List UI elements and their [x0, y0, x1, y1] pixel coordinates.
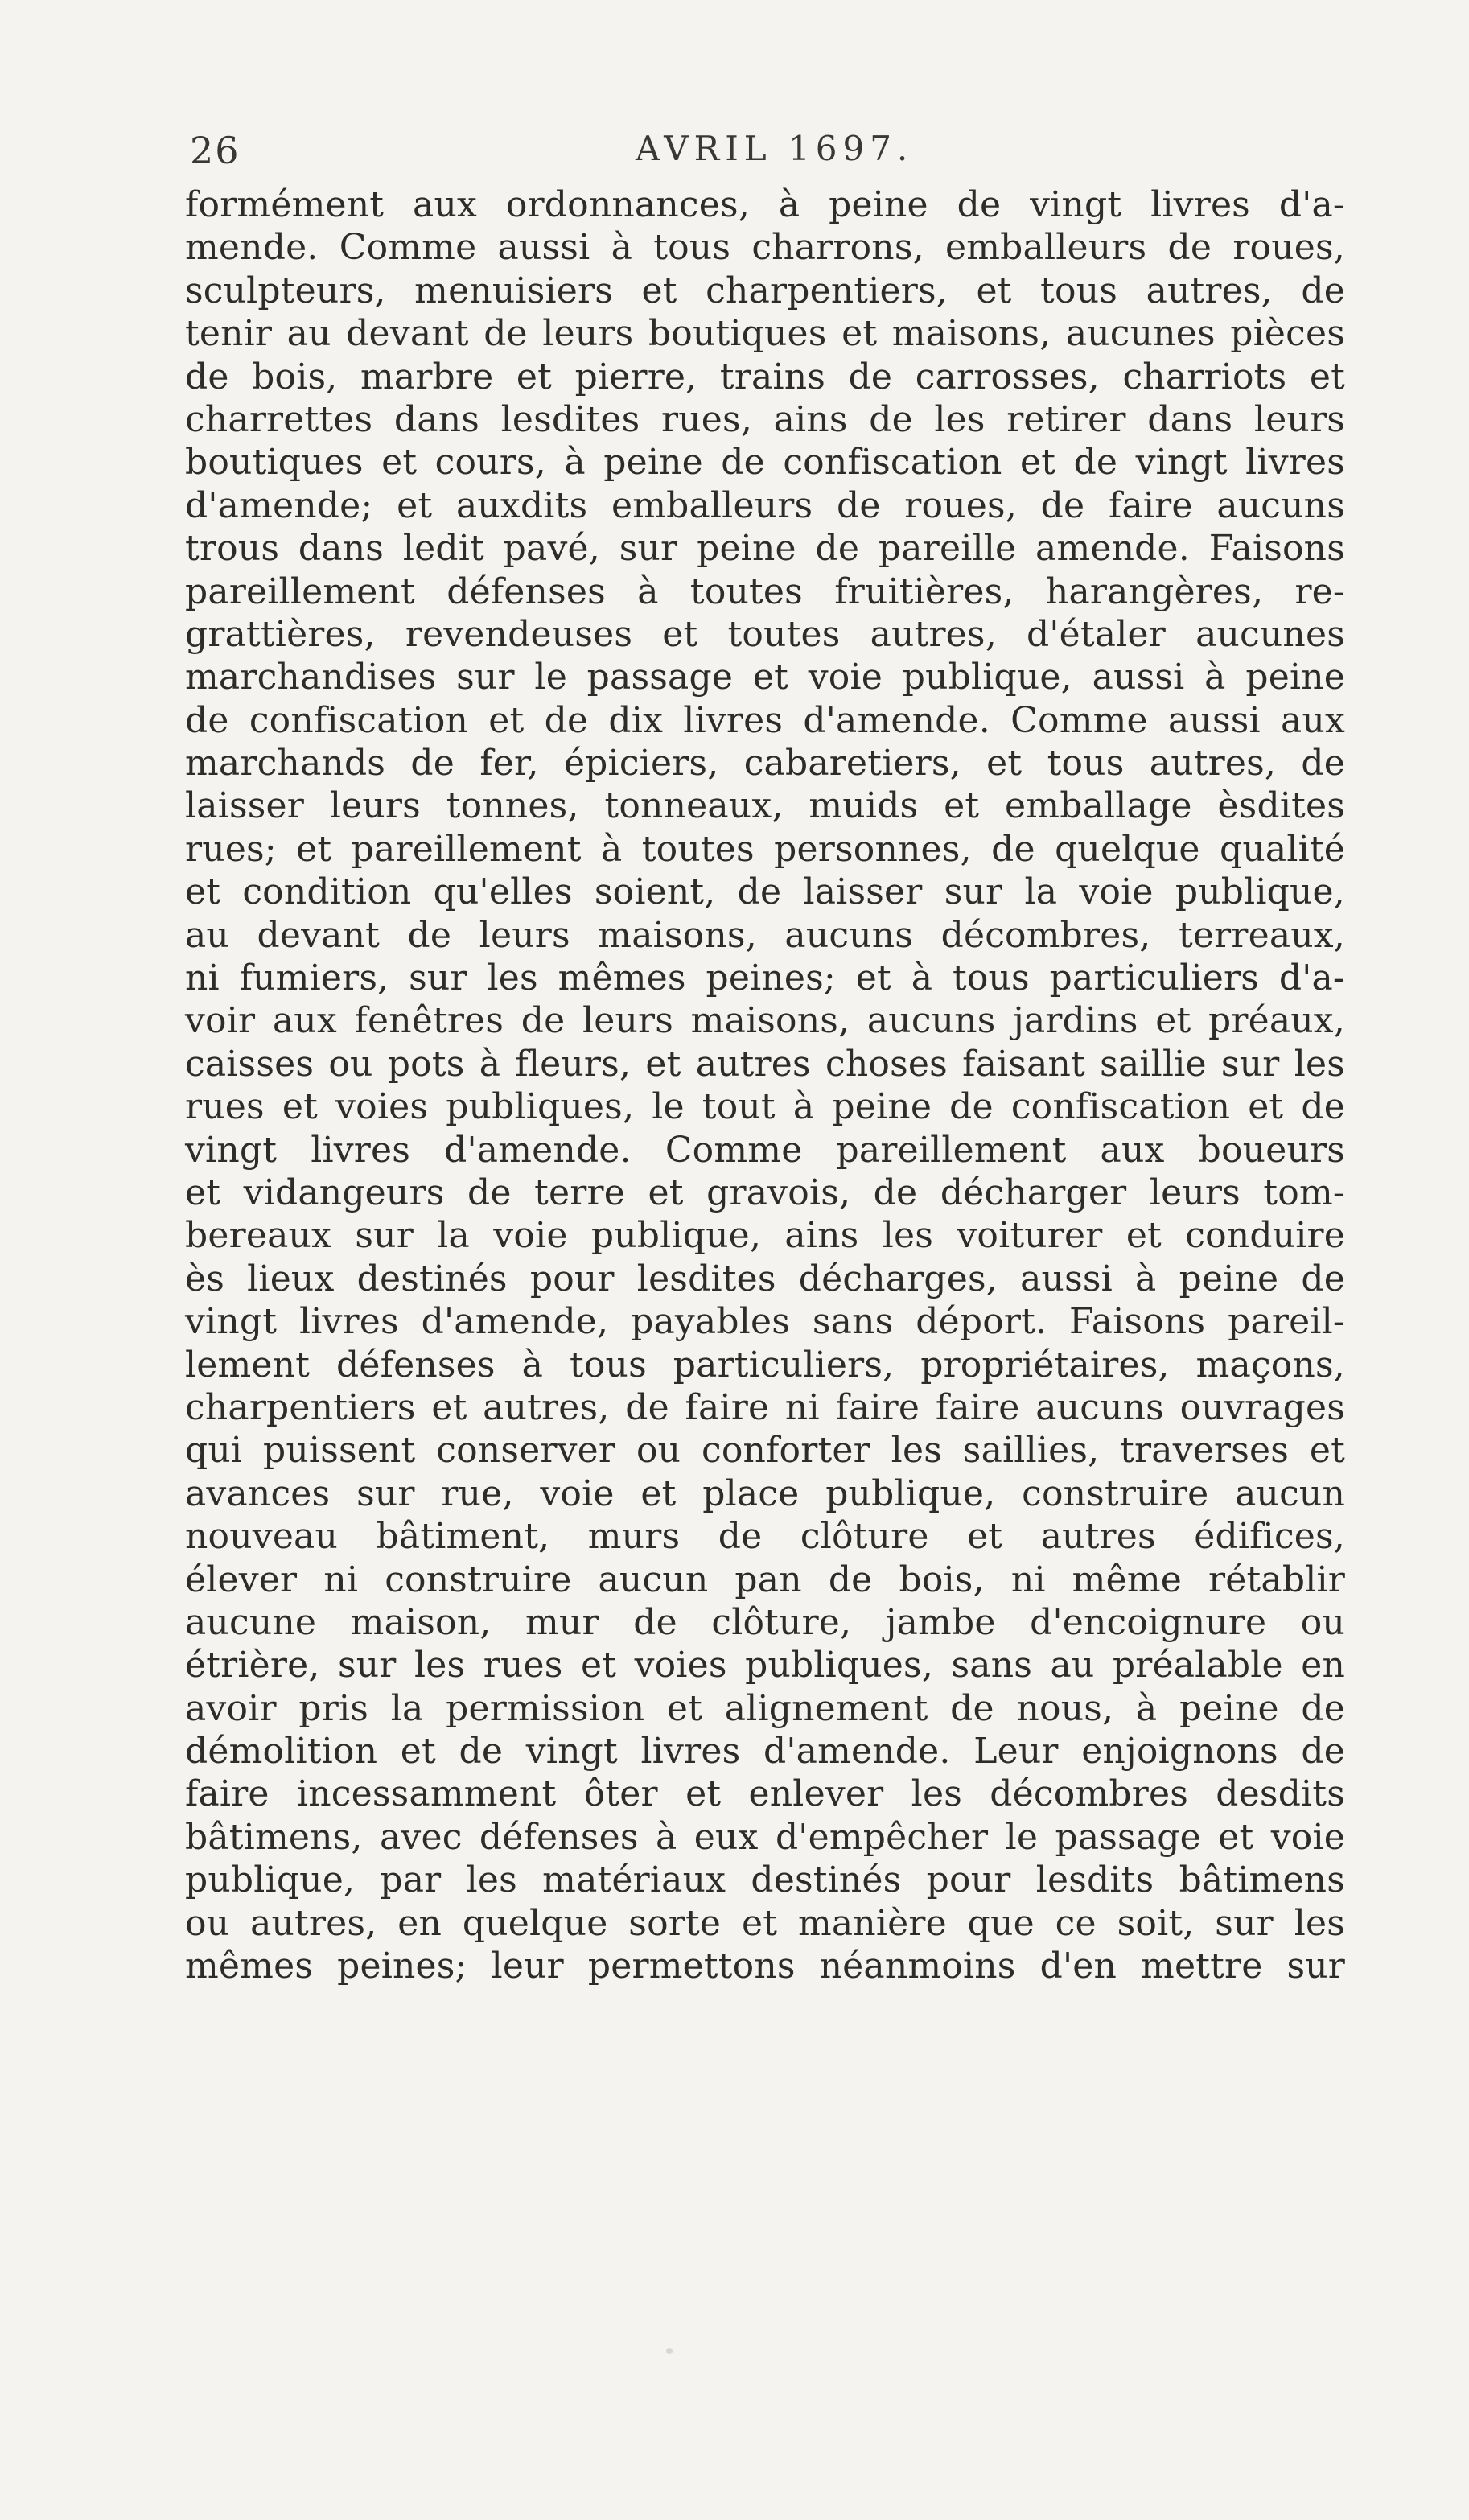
text-line: aucune maison, mur de clôture, jambe d'encoignure ou: [185, 1601, 1345, 1643]
text-line: charrettes dans lesdites rues, ains de les retirer dans leurs: [185, 398, 1345, 440]
text-line: ni fumiers, sur les mêmes peines; et à tous particuliers d'a-: [185, 957, 1345, 999]
text-line: marchands de fer, épiciers, cabaretiers, et tous autres, de: [185, 743, 1345, 784]
text-line: laisser leurs tonnes, tonneaux, muids et emballage èsdites: [185, 785, 1345, 827]
text-line: sculpteurs, menuisiers et charpentiers, et tous autres, de: [185, 270, 1345, 311]
text-line: avoir pris la permission et alignement de nous, à peine de: [185, 1687, 1345, 1729]
text-line: nouveau bâtiment, murs de clôture et autres édifices,: [185, 1516, 1345, 1558]
text-line: voir aux fenêtres de leurs maisons, aucuns jardins et préaux,: [185, 1000, 1345, 1042]
running-title: AVRIL 1697.: [636, 129, 914, 168]
text-line: rues et voies publiques, le tout à peine de confiscation et de: [185, 1086, 1345, 1128]
text-line: et vidangeurs de terre et gravois, de décharger leurs tom-: [185, 1171, 1345, 1213]
text-line: avances sur rue, voie et place publique, construire aucun: [185, 1472, 1345, 1514]
text-line: étrière, sur les rues et voies publiques, sans au préalable en: [185, 1645, 1345, 1686]
text-line: mêmes peines; leur permettons néanmoins d'en mettre sur: [185, 1946, 1345, 1987]
text-line: marchandises sur le passage et voie publique, aussi à peine: [185, 657, 1345, 698]
text-line: publique, par les matériaux destinés pour lesdits bâtimens: [185, 1859, 1345, 1901]
text-line: trous dans ledit pavé, sur peine de pareille amende. Faisons: [185, 528, 1345, 570]
text-line: mende. Comme aussi à tous charrons, emballeurs de roues,: [185, 227, 1345, 269]
text-line: pareillement défenses à toutes fruitières, harangères, re-: [185, 570, 1345, 612]
text-line: d'amende; et auxdits emballeurs de roues, de faire aucuns: [185, 484, 1345, 526]
text-line: bâtimens, avec défenses à eux d'empêcher le passage et voie: [185, 1816, 1345, 1858]
text-line: caisses ou pots à fleurs, et autres choses faisant saillie sur les: [185, 1043, 1345, 1085]
text-line: lement défenses à tous particuliers, propriétaires, maçons,: [185, 1344, 1345, 1386]
text-line: boutiques et cours, à peine de confiscation et de vingt livres: [185, 442, 1345, 484]
text-line: grattières, revendeuses et toutes autres, d'étaler aucunes: [185, 613, 1345, 655]
text-line: formément aux ordonnances, à peine de vingt livres d'a-: [185, 184, 1345, 225]
running-head: [190, 129, 1335, 177]
text-line: tenir au devant de leurs boutiques et maisons, aucunes pièces: [185, 313, 1345, 355]
text-line: rues; et pareillement à toutes personnes, de quelque qualité: [185, 828, 1345, 870]
text-line: charpentiers et autres, de faire ni faire faire aucuns ouvrages: [185, 1386, 1345, 1428]
text-line: au devant de leurs maisons, aucuns décombres, terreaux,: [185, 914, 1345, 956]
text-line: ès lieux destinés pour lesdites décharges, aussi à peine de: [185, 1258, 1345, 1299]
text-line: démolition et de vingt livres d'amende. Leur enjoignons de: [185, 1731, 1345, 1773]
text-line: bereaux sur la voie publique, ains les voiturer et conduire: [185, 1215, 1345, 1257]
text-line: de confiscation et de dix livres d'amende. Comme aussi aux: [185, 699, 1345, 741]
page-number: 26: [190, 129, 241, 172]
text-line: élever ni construire aucun pan de bois, ni même rétablir: [185, 1559, 1345, 1600]
paper-speck: [666, 2348, 673, 2354]
body-text: [185, 183, 1345, 1987]
text-line: faire incessamment ôter et enlever les décombres desdits: [185, 1773, 1345, 1815]
text-line: qui puissent conserver ou conforter les saillies, traverses et: [185, 1430, 1345, 1472]
text-line: et condition qu'elles soient, de laisser sur la voie publique,: [185, 871, 1345, 913]
text-line: vingt livres d'amende, payables sans déport. Faisons pareil-: [185, 1301, 1345, 1343]
text-line: ou autres, en quelque sorte et manière que ce soit, sur les: [185, 1902, 1345, 1944]
text-line: de bois, marbre et pierre, trains de carrosses, charriots et: [185, 356, 1345, 397]
text-line: vingt livres d'amende. Comme pareillement aux boueurs: [185, 1129, 1345, 1171]
